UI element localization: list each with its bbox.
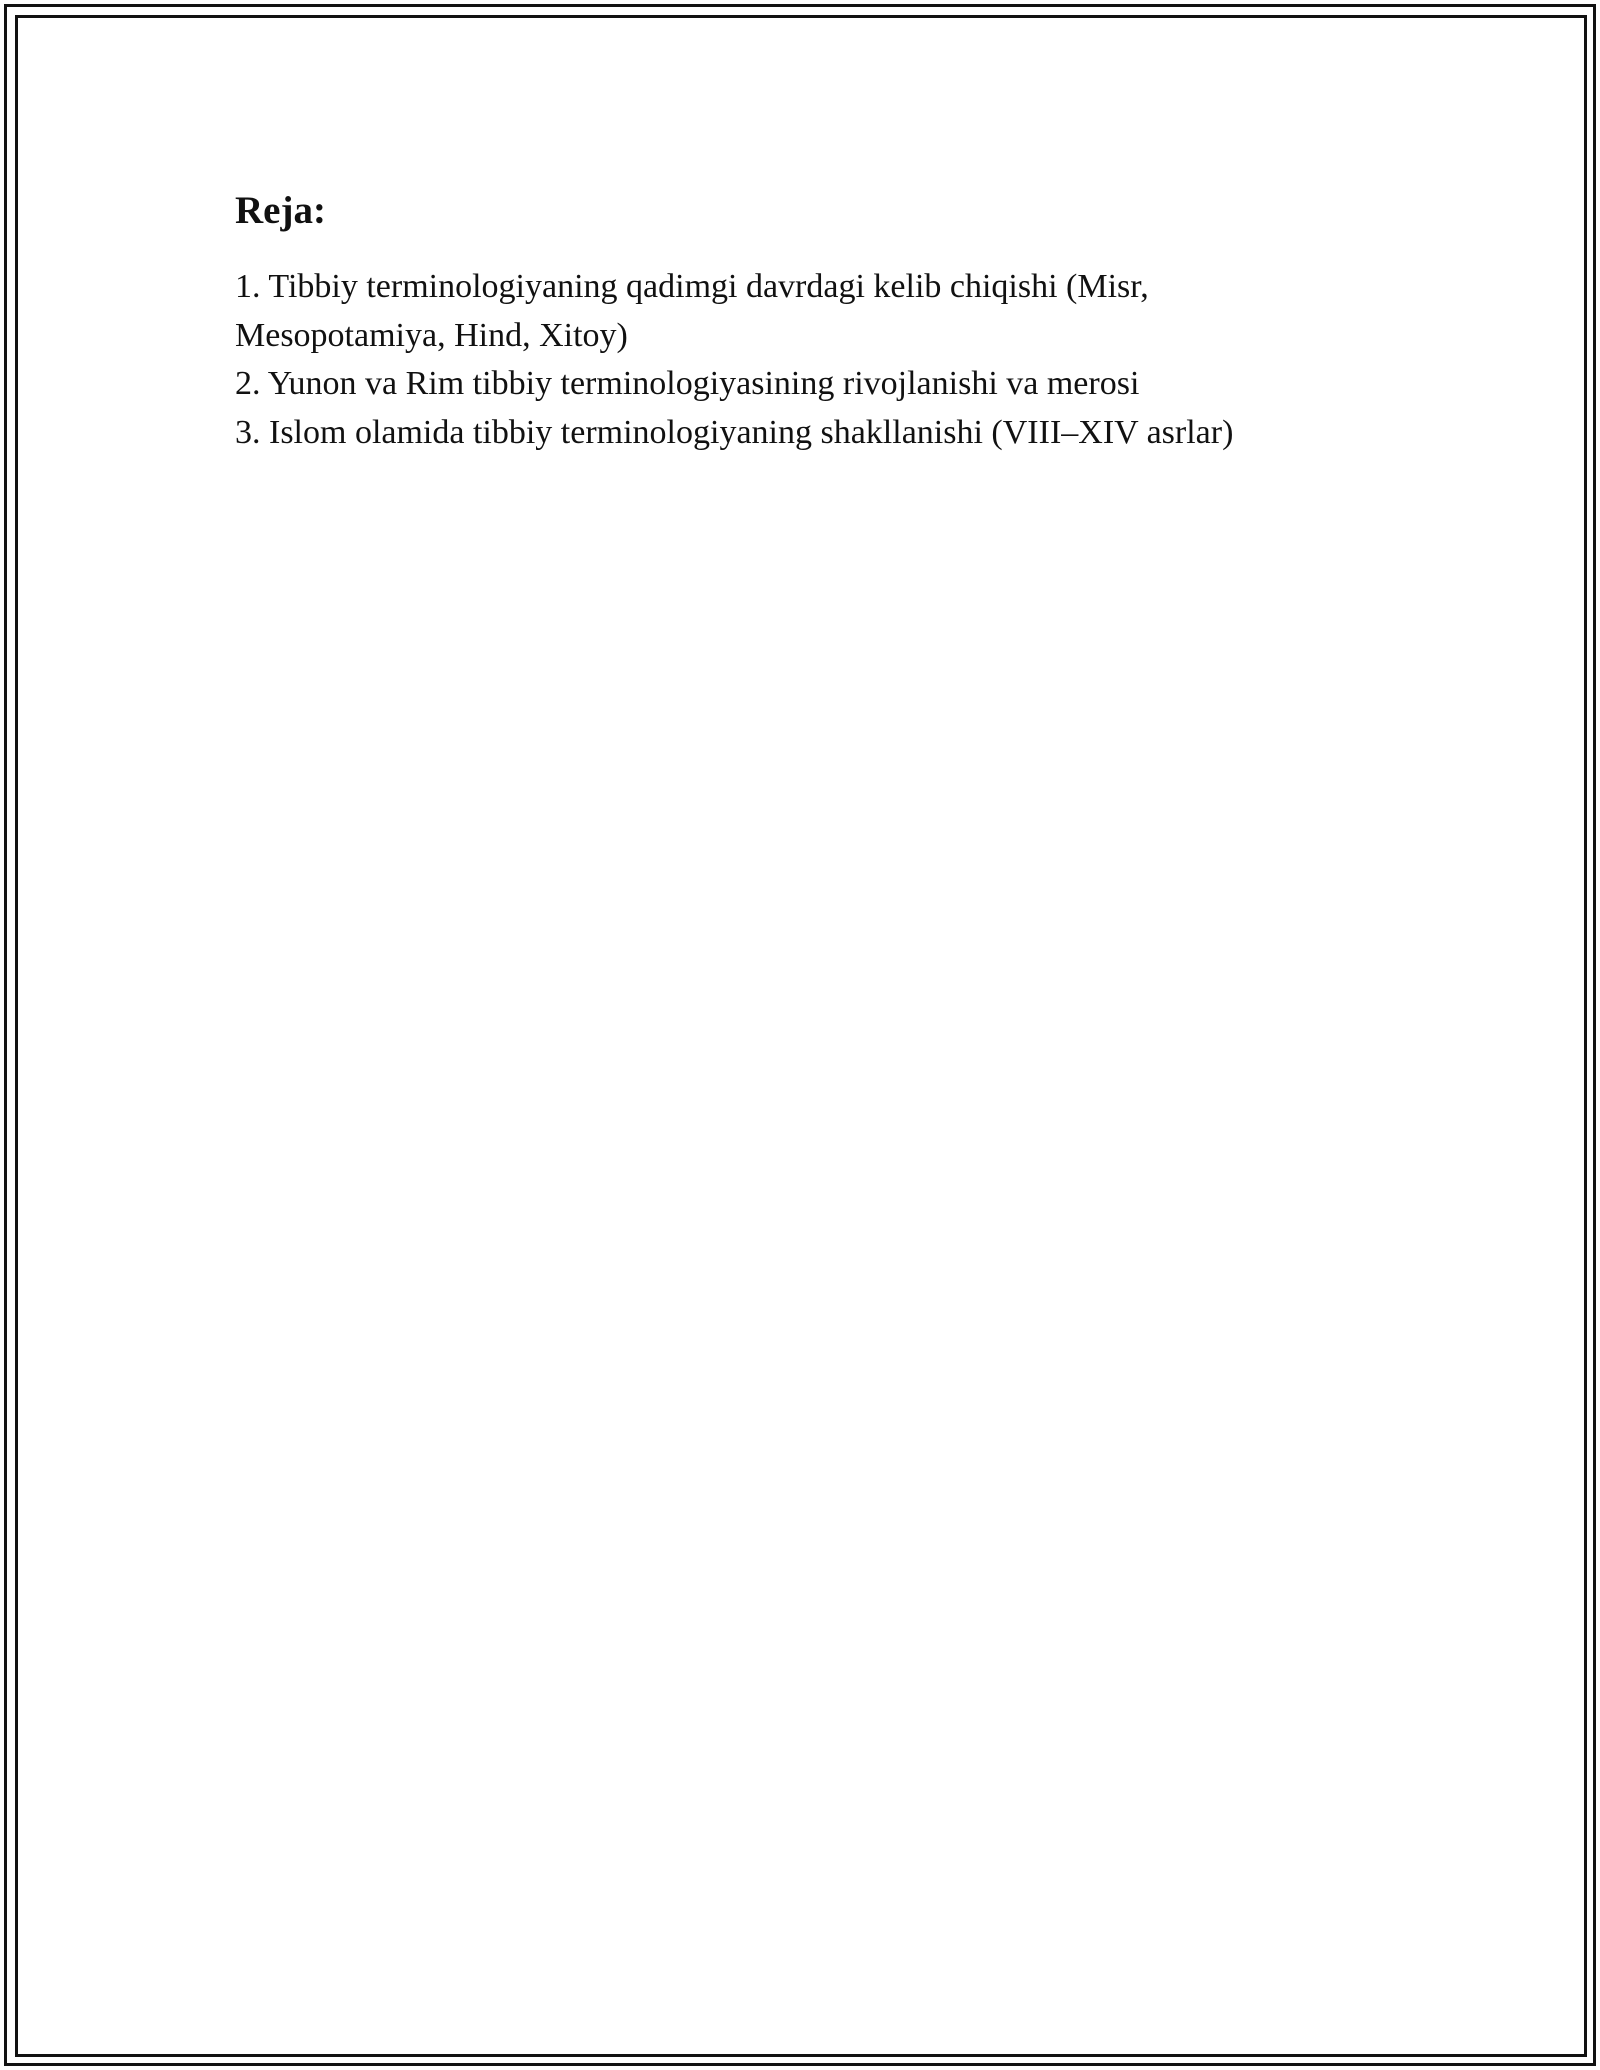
plan-item-1: 1. Tibbiy terminologiyaning qadimgi davrdagi kelib chiqishi (Misr, Mesopotamiya, Hind, Xitoy)	[235, 268, 1149, 354]
plan-item-3: 3. Islom olamida tibbiy terminologiyaning shakllanishi (VIII–XIV asrlar)	[235, 413, 1234, 451]
plan-heading: Reja:	[235, 189, 326, 232]
plan-list	[235, 263, 1365, 457]
page-content	[235, 185, 1365, 457]
plan-item-2: 2. Yunon va Rim tibbiy terminologiyasining rivojlanishi va merosi	[235, 365, 1140, 402]
